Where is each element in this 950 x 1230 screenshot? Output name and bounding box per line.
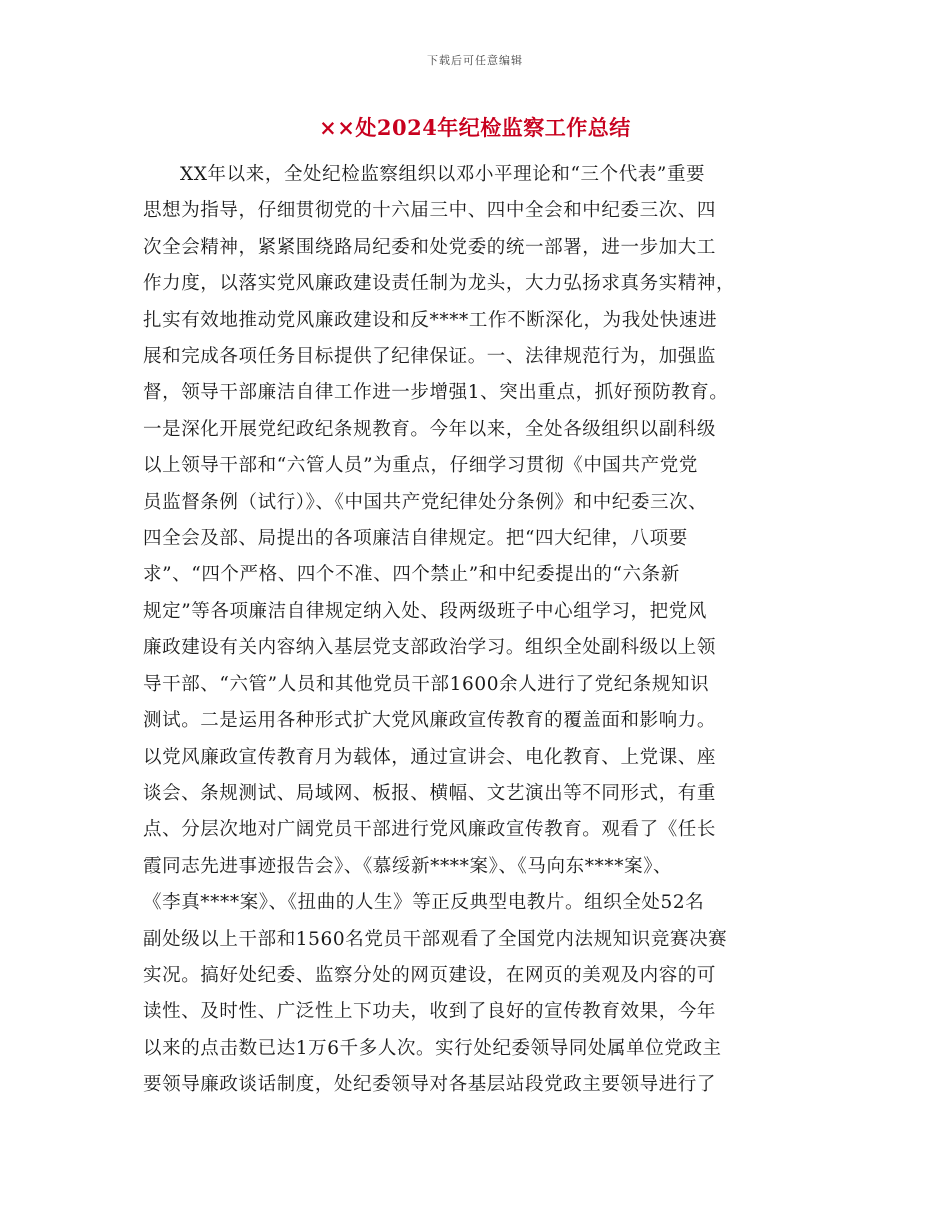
page-header-note: 下载后可任意编辑 xyxy=(427,54,523,67)
body-line: 员监督条例（试行）》、《中国共产党纪律处分条例》和中纪委三次、 xyxy=(143,491,708,513)
body-line: 以党风廉政宣传教育月为载体，通过宣讲会、电化教育、上党课、座 xyxy=(143,746,717,768)
body-line: 廉政建设有关内容纳入基层党支部政治学习。组织全处副科级以上领 xyxy=(143,637,717,659)
body-line: 霞同志先进事迹报告会》、《慕绥新****案》、《马向东****案》、 xyxy=(143,855,673,877)
body-line: 扎实有效地推动党风廉政建设和反****工作不断深化，为我处快速进 xyxy=(143,309,718,331)
body-line: 以来的点击数已达1万6千多人次。实行处纪委领导同处属单位党政主 xyxy=(143,1037,722,1059)
body-line: 要领导廉政谈话制度，处纪委领导对各基层站段党政主要领导进行了 xyxy=(143,1074,717,1096)
body-line: 导干部、“六管”人员和其他党员干部1600余人进行了党纪条规知识 xyxy=(143,673,710,695)
body-line: 作力度，以落实党风廉政建设责任制为龙头，大力弘扬求真务实精神， xyxy=(143,273,736,295)
body-line: 实况。搞好处纪委、监察分处的网页建设，在网页的美观及内容的可 xyxy=(143,964,717,986)
body-line: 点、分层次地对广阔党员干部进行党风廉政宣传教育。观看了《任长 xyxy=(143,819,717,841)
body-line: 四全会及部、局提出的各项廉洁自律规定。把“四大纪律，八项要 xyxy=(143,528,688,550)
body-line: 思想为指导，仔细贯彻党的十六届三中、四中全会和中纪委三次、四 xyxy=(143,200,717,222)
body-line: 测试。二是运用各种形式扩大党风廉政宣传教育的覆盖面和影响力。 xyxy=(143,710,717,732)
body-line: 规定”等各项廉洁自律规定纳入处、段两级班子中心组学习，把党风 xyxy=(143,600,707,622)
body-line: 读性、及时性、广泛性上下功夫，收到了良好的宣传教育效果，今年 xyxy=(143,1001,717,1023)
body-line: 求”、“四个严格、四个不准、四个禁止”和中纪委提出的“六条新 xyxy=(143,564,680,586)
body-line: 谈会、条规测试、局域网、板报、横幅、文艺演出等不同形式，有重 xyxy=(143,782,717,804)
body-line: 副处级以上干部和1560名党员干部观看了全国党内法规知识竞赛决赛 xyxy=(143,928,728,950)
body-line: 《李真****案》、《扭曲的人生》等正反典型电教片。组织全处52名 xyxy=(143,892,705,914)
document-title: ××处2024年纪检监察工作总结 xyxy=(319,115,631,140)
body-line: 督，领导干部廉洁自律工作进一步增强1、突出重点，抓好预防教育。 xyxy=(143,382,729,404)
body-line: XX年以来，全处纪检监察组织以邓小平理论和“三个代表”重要 xyxy=(180,164,706,185)
body-line: 一是深化开展党纪政纪条规教育。今年以来，全处各级组织以副科级 xyxy=(143,418,717,440)
document-body xyxy=(143,157,813,1104)
body-line: 展和完成各项任务目标提供了纪律保证。一、法律规范行为，加强监 xyxy=(143,346,717,368)
body-line: 以上领导干部和“六管人员”为重点，仔细学习贯彻《中国共产党党 xyxy=(143,455,698,477)
body-line: 次全会精神，紧紧围绕路局纪委和处党委的统一部署，进一步加大工 xyxy=(143,236,717,258)
